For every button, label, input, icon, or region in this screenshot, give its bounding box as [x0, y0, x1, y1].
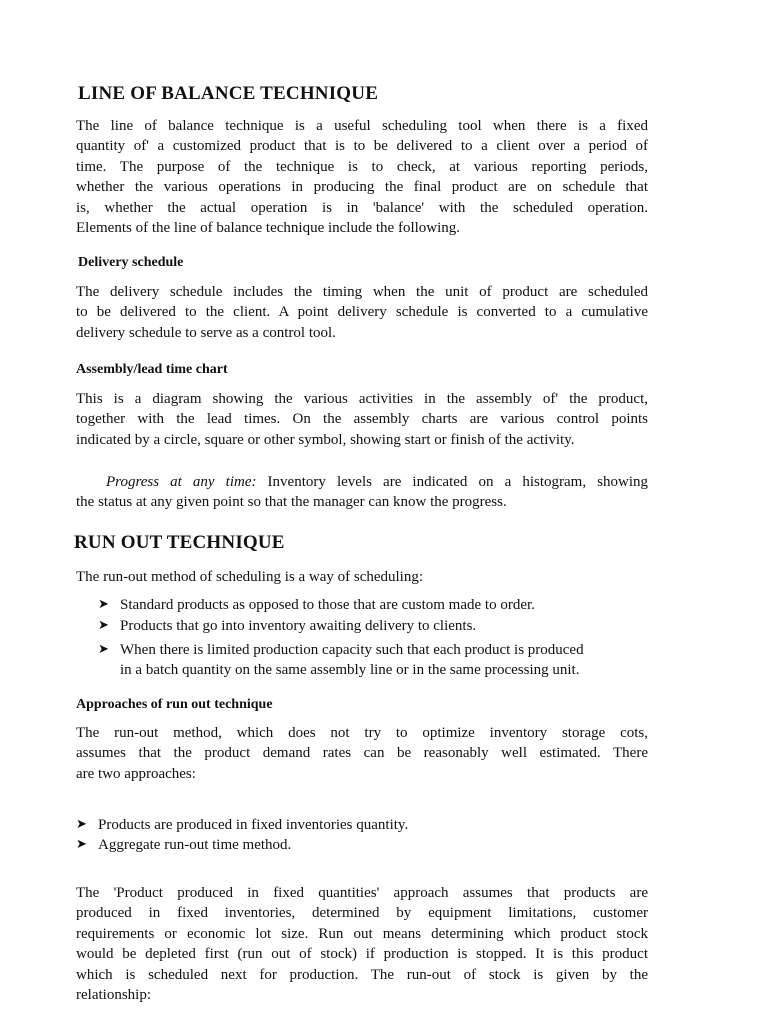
runout-bullet-list: [98, 595, 584, 682]
approaches-heading: Approaches of run out technique: [76, 697, 273, 712]
progress-paragraph: [76, 472, 648, 513]
runout-intro-paragraph: [76, 567, 648, 587]
text-line: The 'Product produced in fixed quantities' approach assumes that products are: [76, 885, 648, 901]
assembly-chart-paragraph: [76, 389, 648, 450]
approaches-paragraph: [76, 723, 648, 784]
approaches-bullet-list: [76, 815, 408, 856]
text-line: requirements or economic lot size. Run out means determining which product stock: [76, 925, 648, 942]
arrow-bullet-icon: ➤: [98, 641, 109, 657]
list-item: [98, 595, 584, 615]
text-line: which is scheduled next for production. The run-out of stock is given by the: [76, 966, 648, 983]
list-item-text: Aggregate run-out time method.: [98, 837, 292, 854]
list-item: [98, 640, 584, 681]
text-line: assumes that the product demand rates can be reasonably well estimated. There: [76, 745, 648, 762]
text-line: are two approaches:: [76, 765, 196, 782]
text-line: together with the lead times. On the assembly charts are various control points: [76, 411, 648, 428]
text-line: The run-out method, which does not try to optimize inventory storage cots,: [76, 725, 648, 741]
arrow-bullet-icon: ➤: [98, 597, 109, 612]
text-line: whether the various operations in producing the final product are on schedule that: [76, 179, 648, 196]
fixed-quantities-paragraph: [76, 883, 648, 1005]
text-line: time. The purpose of the technique is to check, at various reporting periods,: [76, 158, 648, 175]
text-line: The line of balance technique is a useful scheduling tool when there is a fixed: [76, 118, 648, 134]
text-line: relationship:: [76, 987, 151, 1004]
text-line: quantity of' a customized product that is to be delivered to a client over a period of: [76, 138, 648, 155]
list-item: [98, 616, 584, 636]
text-line: would be depleted first (run out of stock) if production is stopped. It is this product: [76, 946, 648, 963]
lob-intro-paragraph: [76, 116, 648, 238]
section-title-run-out: RUN OUT TECHNIQUE: [74, 532, 285, 553]
arrow-bullet-icon: ➤: [76, 837, 87, 853]
section-title-line-of-balance: LINE OF BALANCE TECHNIQUE: [78, 83, 379, 104]
list-item-text: Products are produced in fixed inventories quantity.: [98, 817, 409, 833]
text-line: The delivery schedule includes the timing when the unit of product are scheduled: [76, 284, 648, 300]
text-line: Elements of the line of balance technique include the following.: [76, 220, 461, 237]
arrow-bullet-icon: ➤: [76, 817, 87, 832]
text-line: the status at any given point so that the manager can know the progress.: [76, 494, 507, 511]
progress-text-first: Inventory levels are indicated on a histogram, showing: [256, 474, 649, 490]
text-line: This is a diagram showing the various activities in the assembly of' the product,: [76, 391, 648, 407]
list-item-text: When there is limited production capacity such that each product is produced: [120, 641, 584, 658]
list-item-text: Standard products as opposed to those that are custom made to order.: [120, 597, 535, 613]
text-line: delivery schedule to serve as a control tool.: [76, 324, 336, 341]
assembly-chart-heading: Assembly/lead time chart: [76, 362, 228, 377]
list-item: [76, 835, 408, 855]
text-line: The run-out method of scheduling is a way of scheduling:: [76, 569, 424, 585]
delivery-schedule-paragraph: [76, 282, 648, 343]
text-line: produced in fixed inventories, determined by equipment limitations, customer: [76, 905, 648, 922]
list-item-text: Products that go into inventory awaiting delivery to clients.: [120, 618, 477, 635]
text-line: [76, 472, 648, 492]
progress-label: Progress at any time:: [106, 474, 257, 490]
text-line: is, whether the actual operation is in 'balance' with the scheduled operation.: [76, 199, 648, 216]
arrow-bullet-icon: ➤: [98, 618, 109, 634]
list-item: [76, 815, 408, 835]
list-item-text-continued: in a batch quantity on the same assembly line or in the same processing unit.: [120, 662, 580, 679]
text-line: indicated by a circle, square or other symbol, showing start or finish of the activity.: [76, 431, 575, 448]
delivery-schedule-heading: Delivery schedule: [78, 255, 184, 270]
text-line: to be delivered to the client. A point delivery schedule is converted to a cumulative: [76, 304, 648, 321]
